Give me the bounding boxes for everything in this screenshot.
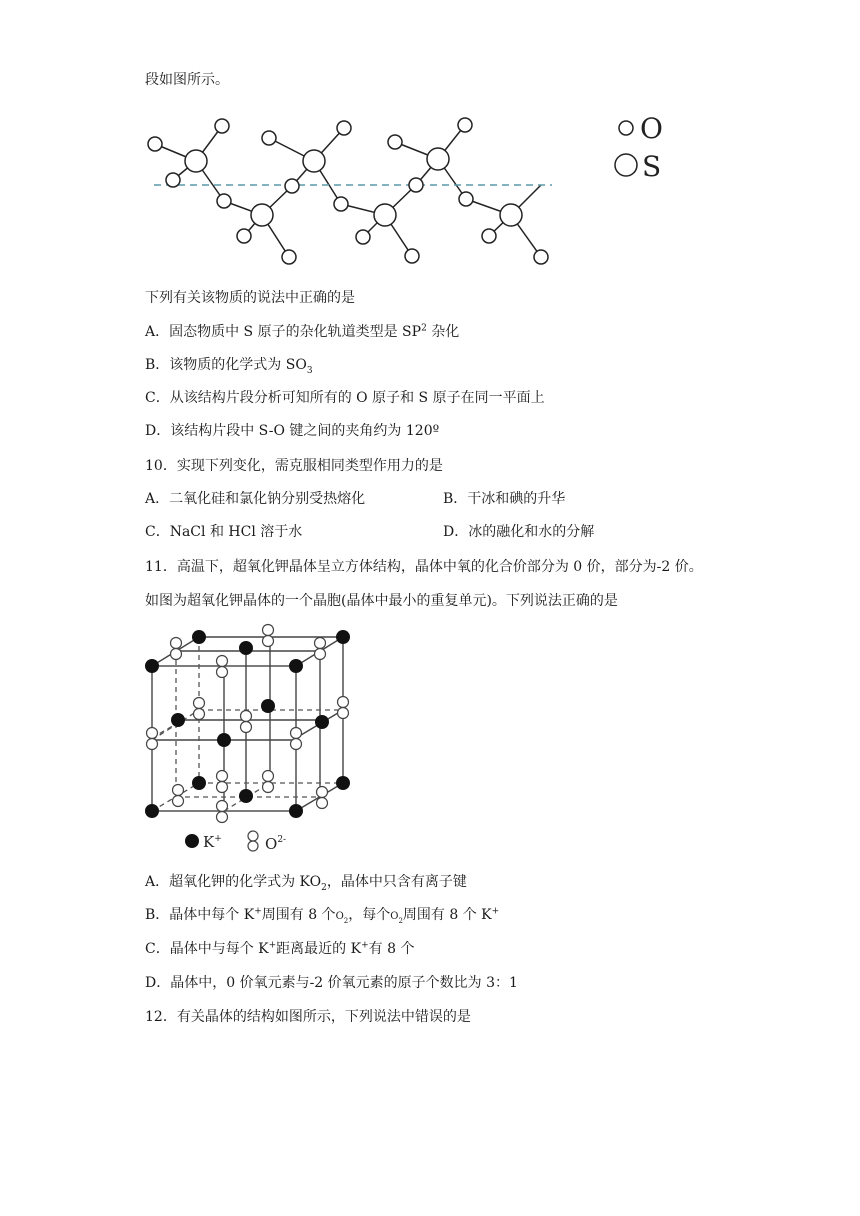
k-ion bbox=[217, 733, 231, 747]
o-atom bbox=[388, 135, 402, 149]
k-ion bbox=[171, 713, 185, 727]
legend-s-circle bbox=[615, 154, 637, 176]
s-atom bbox=[374, 204, 396, 226]
q10-option-d: D．冰的融化和水的分解 bbox=[443, 524, 595, 540]
o-atom bbox=[405, 249, 419, 263]
legend-o-circle bbox=[619, 121, 633, 135]
o2-ion bbox=[217, 801, 228, 812]
k-ion bbox=[192, 776, 206, 790]
q11-option-d: D．晶体中，0 价氧元素与-2 价氧元素的原子个数比为 3：1 bbox=[145, 975, 518, 991]
s-atom bbox=[427, 148, 449, 170]
q11-option-a: A．超氧化钾的化学式为 $KO_2$，晶体中只含有离子键 bbox=[145, 874, 467, 893]
o-atom bbox=[334, 197, 348, 211]
q9-stem: 下列有关该物质的说法中正确的是 bbox=[145, 290, 355, 306]
k-ion bbox=[145, 659, 159, 673]
o2-ion bbox=[217, 656, 228, 667]
o-atom bbox=[237, 229, 251, 243]
o2-ion bbox=[147, 728, 158, 739]
o2-ion bbox=[173, 785, 184, 796]
q9-option-b: B．该物质的化学式为 $SO_3$ bbox=[145, 357, 313, 376]
o-atom bbox=[337, 121, 351, 135]
k-ion bbox=[145, 804, 159, 818]
q11-option-c: C．晶体中与每个 K+距离最近的 K+有 8 个 bbox=[145, 940, 415, 957]
s-atom bbox=[500, 204, 522, 226]
o2-ion bbox=[291, 728, 302, 739]
o2-ion bbox=[338, 697, 349, 708]
q10-option-c: C．NaCl 和 HCl 溶于水 bbox=[145, 524, 303, 540]
k-ion bbox=[336, 776, 350, 790]
q9-option-d: D．该结构片段中 S-O 键之间的夹角约为 120º bbox=[145, 423, 440, 439]
s-atom bbox=[303, 150, 325, 172]
k-ion bbox=[261, 699, 275, 713]
o2-ion bbox=[315, 638, 326, 649]
k-ion bbox=[289, 804, 303, 818]
k-ion bbox=[239, 641, 253, 655]
q12-stem: 12．有关晶体的结构如图所示，下列说法中错误的是 bbox=[145, 1009, 471, 1025]
o-atom bbox=[215, 119, 229, 133]
q11-option-b: B．晶体中每个 K+周围有 8 个$O_2$，每个$O_2$周围有 8 个 K+ bbox=[145, 906, 500, 925]
legend-s-label: S bbox=[642, 150, 662, 183]
legend-o-label: O bbox=[640, 112, 663, 145]
o-atom bbox=[534, 250, 548, 264]
k-ion bbox=[289, 659, 303, 673]
legend-o2-label: $O^{2-}$ bbox=[265, 835, 287, 853]
intro-text: 段如图所示。 bbox=[145, 72, 229, 88]
q11-stem-line2: 如图为超氧化钾晶体的一个晶胞(晶体中最小的重复单元)。下列说法正确的是 bbox=[145, 593, 618, 609]
o2-ion bbox=[194, 698, 205, 709]
o-atom bbox=[217, 194, 231, 208]
o2-ion bbox=[171, 638, 182, 649]
legend-k-label: K+ bbox=[203, 833, 222, 851]
o-atom bbox=[282, 250, 296, 264]
o-atom bbox=[458, 118, 472, 132]
o2-ion bbox=[317, 787, 328, 798]
k-ion bbox=[315, 715, 329, 729]
q11-stem-line1: 11．高温下，超氧化钾晶体呈立方体结构，晶体中氧的化合价部分为 0 价，部分为-2 价。 bbox=[145, 559, 703, 575]
k-ion bbox=[336, 630, 350, 644]
legend-k-dot bbox=[185, 834, 199, 848]
q10-option-a: A．二氧化硅和氯化钠分别受热熔化 bbox=[145, 491, 366, 507]
ko2-unit-cell-figure bbox=[140, 622, 370, 852]
o2-ion bbox=[217, 771, 228, 782]
o-atom bbox=[285, 179, 299, 193]
o2-ion bbox=[263, 625, 274, 636]
k-ion bbox=[192, 630, 206, 644]
o2-ion bbox=[263, 771, 274, 782]
o-atom bbox=[148, 137, 162, 151]
o-atom bbox=[482, 229, 496, 243]
o-atom bbox=[262, 131, 276, 145]
q9-option-a: A．固态物质中 S 原子的杂化轨道类型是 $SP^2$ 杂化 bbox=[145, 323, 460, 340]
legend-o-pair bbox=[248, 831, 258, 841]
so3-chain-figure bbox=[140, 110, 700, 270]
q10-option-b: B．干冰和碘的升华 bbox=[443, 491, 566, 507]
q10-stem: 10．实现下列变化，需克服相同类型作用力的是 bbox=[145, 458, 443, 474]
q9-option-c: C．从该结构片段分析可知所有的 O 原子和 S 原子在同一平面上 bbox=[145, 390, 545, 406]
s-atom bbox=[251, 204, 273, 226]
o-atom bbox=[409, 178, 423, 192]
s-atom bbox=[185, 150, 207, 172]
o-atom bbox=[459, 192, 473, 206]
o2-ion bbox=[241, 711, 252, 722]
o-atom bbox=[356, 230, 370, 244]
o-atom bbox=[166, 173, 180, 187]
k-ion bbox=[239, 789, 253, 803]
